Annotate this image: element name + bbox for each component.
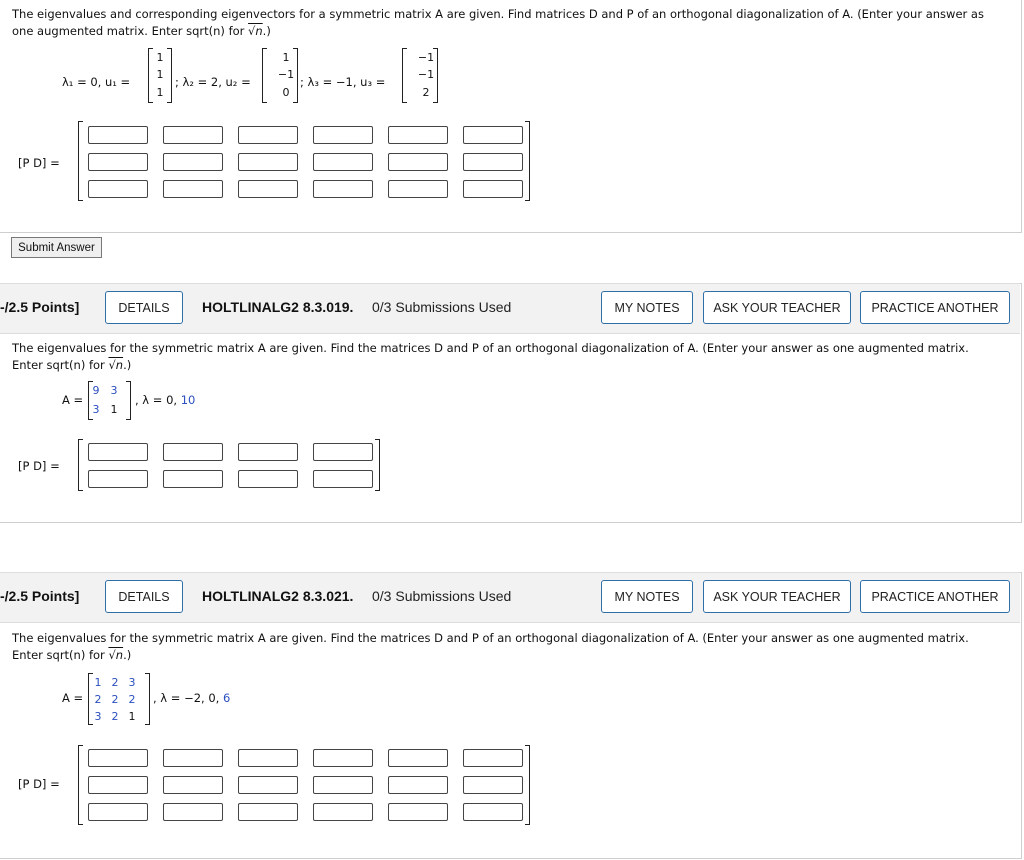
q2-lambda-text: , λ = 0, [135, 393, 178, 407]
q2-answer-r1-c3[interactable] [238, 443, 298, 461]
q3-answer-r1-c3[interactable] [238, 749, 298, 767]
q3-pd-bracket-right [525, 745, 530, 825]
q1-u3-bracket-right [433, 48, 438, 103]
q1-answer-r3-c3[interactable] [238, 180, 298, 198]
q1-answer-r1-c4[interactable] [313, 126, 373, 144]
q3-answer-r3-c4[interactable] [313, 803, 373, 821]
q3-answer-r3-c2[interactable] [163, 803, 223, 821]
q1-prompt-text: one augmented matrix. Enter sqrt(n) for [12, 24, 245, 38]
q1-answer-r2-c6[interactable] [463, 153, 523, 171]
q3-a-2-2: 1 [128, 710, 136, 723]
q2-prompt-text: Enter sqrt(n) for [12, 358, 105, 372]
q3-answer-r2-c6[interactable] [463, 776, 523, 794]
q1-prompt-line1: The eigenvalues and corresponding eigenvectors for a symmetric matrix A are given. Find matrices D and P of an orthogonal diagonalization of A. (Enter your answer as [12, 7, 984, 21]
q2-a-1-0: 3 [92, 403, 100, 416]
q1-prompt-line2 [12, 23, 271, 40]
q2-answer-r1-c4[interactable] [313, 443, 373, 461]
q3-answer-r1-c4[interactable] [313, 749, 373, 767]
q3-sqrt-symbol: √n [108, 648, 124, 662]
q3-answer-r2-c3[interactable] [238, 776, 298, 794]
q1-answer-r1-c5[interactable] [388, 126, 448, 144]
q3-prompt-line2 [12, 647, 131, 664]
q1-lambda3: ; λ₃ = −1, u₃ = [300, 75, 386, 89]
q2-submissions: 0/3 Submissions Used [372, 299, 512, 315]
q1-lambda2: ; λ₂ = 2, u₂ = [175, 75, 251, 89]
q2-lambda-blue: 10 [180, 393, 196, 407]
q3-pd-bracket-left [78, 745, 83, 825]
q3-question-id: HOLTLINALG2 8.3.021. [202, 588, 354, 604]
q1-u3-1: −1 [417, 68, 435, 81]
q2-pd-bracket-right [375, 439, 380, 491]
q2-answer-r2-c1[interactable] [88, 470, 148, 488]
q1-sqrt-close: .) [262, 24, 271, 38]
q1-answer-r3-c2[interactable] [163, 180, 223, 198]
q3-pd-label: [P D] = [18, 777, 60, 791]
q2-answer-r1-c2[interactable] [163, 443, 223, 461]
q3-my-notes-button[interactable]: MY NOTES [601, 580, 693, 613]
q3-practice-another-button[interactable]: PRACTICE ANOTHER [860, 580, 1010, 613]
q1-u1-1: 1 [156, 68, 164, 81]
q2-answer-r2-c3[interactable] [238, 470, 298, 488]
q1-answer-r2-c3[interactable] [238, 153, 298, 171]
q3-answer-r3-c3[interactable] [238, 803, 298, 821]
q1-sqrt-symbol: √n [248, 24, 263, 38]
q1-u3-bracket-left [402, 48, 407, 103]
q3-a-1-2: 2 [128, 693, 136, 706]
q3-answer-r3-c5[interactable] [388, 803, 448, 821]
q3-a-bracket-right [145, 673, 150, 725]
q3-a-1-0: 2 [94, 693, 102, 706]
q1-answer-r2-c1[interactable] [88, 153, 148, 171]
q3-answer-r3-c6[interactable] [463, 803, 523, 821]
q3-a-2-0: 3 [94, 710, 102, 723]
q1-lambda1: λ₁ = 0, u₁ = [62, 75, 131, 89]
q2-answer-r2-c4[interactable] [313, 470, 373, 488]
q3-answer-r1-c2[interactable] [163, 749, 223, 767]
q3-prompt-text: Enter sqrt(n) for [12, 648, 105, 662]
q3-answer-r2-c1[interactable] [88, 776, 148, 794]
q2-a-1-1: 1 [110, 403, 118, 416]
q2-points: -/2.5 Points] [0, 299, 80, 315]
q2-lambda [135, 392, 195, 409]
q1-pd-bracket-left [78, 121, 83, 201]
q2-a-label: A = [62, 393, 84, 407]
q1-u1-2: 1 [156, 86, 164, 99]
q3-ask-teacher-button[interactable]: ASK YOUR TEACHER [703, 580, 851, 613]
q1-u1-bracket-right [167, 48, 172, 103]
q3-lambda-blue: 6 [222, 691, 231, 705]
q2-pd-label: [P D] = [18, 459, 60, 473]
q3-answer-r1-c1[interactable] [88, 749, 148, 767]
q2-answer-r2-c2[interactable] [163, 470, 223, 488]
q3-points: -/2.5 Points] [0, 588, 80, 604]
q3-submissions: 0/3 Submissions Used [372, 588, 512, 604]
q1-answer-r3-c1[interactable] [88, 180, 148, 198]
q3-answer-r3-c1[interactable] [88, 803, 148, 821]
q2-answer-r1-c1[interactable] [88, 443, 148, 461]
q3-a-0-2: 3 [128, 676, 136, 689]
q3-a-0-0: 1 [94, 676, 102, 689]
q1-pd-label: [P D] = [18, 156, 60, 170]
q1-answer-r2-c5[interactable] [388, 153, 448, 171]
q3-answer-r2-c5[interactable] [388, 776, 448, 794]
q2-pd-bracket-left [78, 439, 83, 491]
q3-a-1-1: 2 [111, 693, 119, 706]
q1-u2-bracket-left [262, 48, 267, 103]
q2-ask-teacher-button[interactable]: ASK YOUR TEACHER [703, 291, 851, 324]
submit-answer-button[interactable]: Submit Answer [11, 237, 102, 258]
q1-u2-2: 0 [282, 86, 290, 99]
q3-details-button[interactable]: DETAILS [105, 580, 183, 613]
q3-prompt-line1: The eigenvalues for the symmetric matrix A are given. Find the matrices D and P of an orthogonal diagonalization of A. (Enter your answer as one augmented matrix. [12, 631, 969, 645]
q3-answer-r1-c6[interactable] [463, 749, 523, 767]
q1-answer-r2-c2[interactable] [163, 153, 223, 171]
q2-prompt-line2 [12, 357, 131, 374]
q2-question-id: HOLTLINALG2 8.3.019. [202, 299, 354, 315]
q2-sqrt-symbol: √n [108, 358, 124, 372]
q3-answer-r1-c5[interactable] [388, 749, 448, 767]
q2-a-0-1: 3 [110, 384, 118, 397]
q3-a-label: A = [62, 691, 84, 705]
q3-answer-r2-c2[interactable] [163, 776, 223, 794]
q1-answer-r3-c6[interactable] [463, 180, 523, 198]
q2-details-button[interactable]: DETAILS [105, 291, 183, 324]
q2-a-bracket-right [126, 381, 131, 420]
q2-practice-another-button[interactable]: PRACTICE ANOTHER [860, 291, 1010, 324]
q1-u1-0: 1 [156, 51, 164, 64]
q1-answer-r1-c2[interactable] [163, 126, 223, 144]
q1-answer-r2-c4[interactable] [313, 153, 373, 171]
q1-answer-r3-c4[interactable] [313, 180, 373, 198]
q3-lambda [153, 690, 230, 707]
q1-u3-0: −1 [417, 51, 435, 64]
q1-pd-bracket-right [525, 121, 530, 201]
q2-prompt-line1: The eigenvalues for the symmetric matrix A are given. Find the matrices D and P of an orthogonal diagonalization of A. (Enter your answer as one augmented matrix. [12, 341, 969, 355]
q1-answer-r1-c6[interactable] [463, 126, 523, 144]
q3-answer-r2-c4[interactable] [313, 776, 373, 794]
q3-sqrt-close: .) [123, 648, 132, 662]
q2-sqrt-close: .) [123, 358, 132, 372]
q1-u2-0: 1 [282, 51, 290, 64]
q3-a-0-1: 2 [111, 676, 119, 689]
q1-answer-r3-c5[interactable] [388, 180, 448, 198]
q1-answer-r1-c3[interactable] [238, 126, 298, 144]
q1-u2-bracket-right [293, 48, 298, 103]
q3-lambda-text: , λ = −2, 0, [153, 691, 220, 705]
q1-u3-2: 2 [422, 86, 430, 99]
q2-my-notes-button[interactable]: MY NOTES [601, 291, 693, 324]
q1-answer-r1-c1[interactable] [88, 126, 148, 144]
q1-u2-1: −1 [277, 68, 295, 81]
q2-a-0-0: 9 [92, 384, 100, 397]
q3-a-2-1: 2 [111, 710, 119, 723]
